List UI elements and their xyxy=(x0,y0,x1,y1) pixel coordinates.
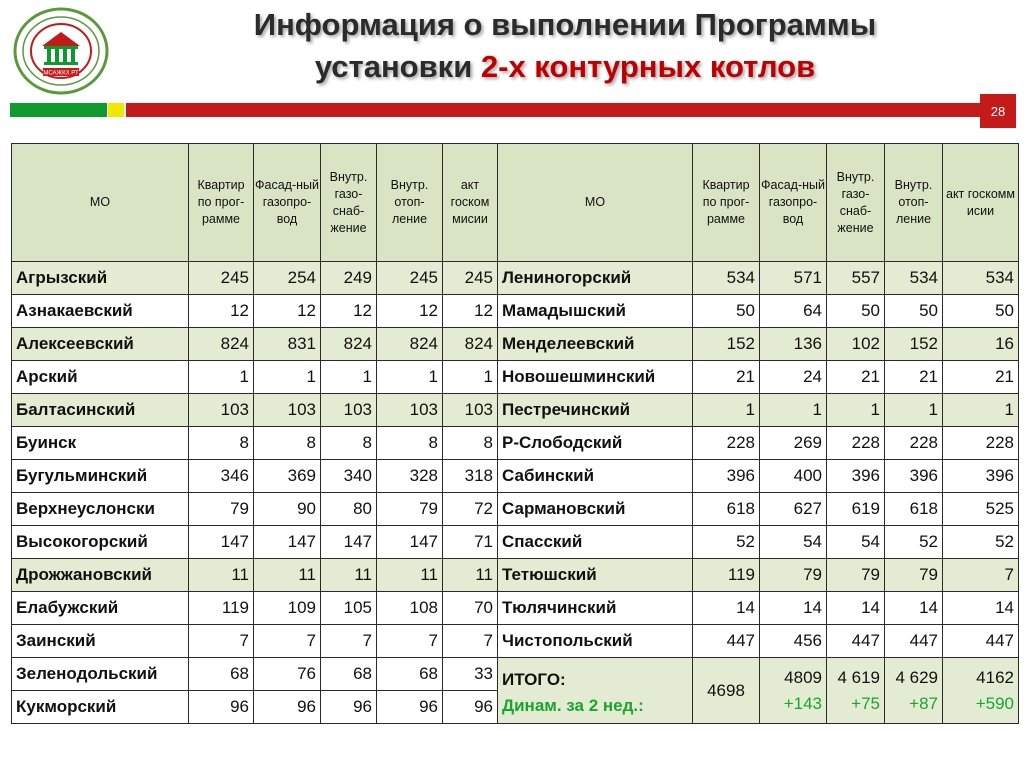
district-name: Азнакаевский xyxy=(12,295,189,328)
value-cell: 68 xyxy=(321,658,377,691)
value-cell: 228 xyxy=(943,427,1019,460)
value-cell: 79 xyxy=(827,559,885,592)
value-cell: 11 xyxy=(377,559,443,592)
district-name: Спасский xyxy=(498,526,693,559)
table-row xyxy=(12,262,1019,295)
value-cell: 11 xyxy=(189,559,254,592)
table-row xyxy=(12,295,1019,328)
value-cell: 249 xyxy=(321,262,377,295)
district-name: Чистопольский xyxy=(498,625,693,658)
value-cell: 152 xyxy=(885,328,943,361)
value-cell: 8 xyxy=(321,427,377,460)
value-cell: 618 xyxy=(693,493,760,526)
value-cell: 71 xyxy=(443,526,498,559)
title-highlight: 2-х xyxy=(480,49,526,84)
value-cell: 824 xyxy=(321,328,377,361)
header-facade-gas-right: Фасад-ный газопро-вод xyxy=(760,144,827,262)
table-row xyxy=(12,328,1019,361)
value-cell: 228 xyxy=(827,427,885,460)
value-cell: 14 xyxy=(760,592,827,625)
value-cell: 119 xyxy=(189,592,254,625)
table-row xyxy=(12,394,1019,427)
header-apartments-right: Квартир по прог-рамме xyxy=(693,144,760,262)
totals-label xyxy=(498,658,693,724)
table-row xyxy=(12,427,1019,460)
value-cell: 1 xyxy=(321,361,377,394)
value-cell: 396 xyxy=(943,460,1019,493)
value-cell: 90 xyxy=(254,493,321,526)
header-internal-gas-left: Внутр. газо-снаб-жение xyxy=(321,144,377,262)
value-cell: 269 xyxy=(760,427,827,460)
value-cell: 147 xyxy=(377,526,443,559)
value-cell: 24 xyxy=(760,361,827,394)
value-cell: 96 xyxy=(321,691,377,724)
value-cell: 619 xyxy=(827,493,885,526)
total-dynamics: +590 xyxy=(975,693,1014,713)
value-cell: 340 xyxy=(321,460,377,493)
value-cell: 108 xyxy=(377,592,443,625)
value-cell: 400 xyxy=(760,460,827,493)
header-commission-act-left: акт госком мисии xyxy=(443,144,498,262)
value-cell: 152 xyxy=(693,328,760,361)
value-cell: 14 xyxy=(827,592,885,625)
value-cell: 7 xyxy=(377,625,443,658)
svg-text:МСАЖКХ РТ: МСАЖКХ РТ xyxy=(43,70,79,77)
value-cell: 79 xyxy=(760,559,827,592)
district-name: Новошешминский xyxy=(498,361,693,394)
header-commission-act-right: акт госкомм исии xyxy=(943,144,1019,262)
value-cell: 557 xyxy=(827,262,885,295)
value-cell: 7 xyxy=(321,625,377,658)
value-cell: 21 xyxy=(693,361,760,394)
value-cell: 245 xyxy=(377,262,443,295)
value-cell: 102 xyxy=(827,328,885,361)
value-cell: 7 xyxy=(189,625,254,658)
district-name: Мамадышский xyxy=(498,295,693,328)
value-cell: 7 xyxy=(254,625,321,658)
title-line-1: Информация о выполнении Программы xyxy=(253,7,877,42)
district-name: Арский xyxy=(12,361,189,394)
value-cell: 11 xyxy=(321,559,377,592)
value-cell: 534 xyxy=(943,262,1019,295)
district-name: Пестречинский xyxy=(498,394,693,427)
value-cell: 8 xyxy=(377,427,443,460)
value-cell: 627 xyxy=(760,493,827,526)
value-cell: 328 xyxy=(377,460,443,493)
total-value: 4162 xyxy=(976,667,1014,687)
district-name: Сабинский xyxy=(498,460,693,493)
district-name: Кукморский xyxy=(12,691,189,724)
value-cell: 103 xyxy=(189,394,254,427)
table-row xyxy=(12,592,1019,625)
total-internal-heating xyxy=(885,658,943,724)
district-name: Балтасинский xyxy=(12,394,189,427)
header-internal-heating-left: Внутр. отоп-ление xyxy=(377,144,443,262)
totals-dynamics-label: Динам. за 2 нед.: xyxy=(502,695,644,715)
value-cell: 11 xyxy=(254,559,321,592)
value-cell: 96 xyxy=(189,691,254,724)
totals-title: ИТОГО: xyxy=(502,669,566,689)
value-cell: 147 xyxy=(321,526,377,559)
table-row xyxy=(12,658,1019,691)
value-cell: 831 xyxy=(254,328,321,361)
value-cell: 346 xyxy=(189,460,254,493)
value-cell: 96 xyxy=(254,691,321,724)
value-cell: 396 xyxy=(885,460,943,493)
value-cell: 8 xyxy=(189,427,254,460)
value-cell: 96 xyxy=(443,691,498,724)
value-cell: 1 xyxy=(443,361,498,394)
value-cell: 109 xyxy=(254,592,321,625)
value-cell: 824 xyxy=(189,328,254,361)
district-name: Менделеевский xyxy=(498,328,693,361)
value-cell: 534 xyxy=(885,262,943,295)
title-prefix: установки xyxy=(314,49,481,84)
value-cell: 52 xyxy=(943,526,1019,559)
value-cell: 16 xyxy=(943,328,1019,361)
value-cell: 1 xyxy=(760,394,827,427)
value-cell: 79 xyxy=(377,493,443,526)
total-commission-act xyxy=(943,658,1019,724)
page-title xyxy=(150,4,980,88)
value-cell: 618 xyxy=(885,493,943,526)
district-name: Зеленодольский xyxy=(12,658,189,691)
value-cell: 103 xyxy=(377,394,443,427)
total-dynamics: +75 xyxy=(851,693,880,713)
total-apartments: 4698 xyxy=(693,658,760,724)
value-cell: 318 xyxy=(443,460,498,493)
header-apartments-left: Квартир по прог-рамме xyxy=(189,144,254,262)
value-cell: 1 xyxy=(885,394,943,427)
value-cell: 105 xyxy=(321,592,377,625)
value-cell: 50 xyxy=(885,295,943,328)
value-cell: 103 xyxy=(321,394,377,427)
value-cell: 571 xyxy=(760,262,827,295)
district-name: Алексеевский xyxy=(12,328,189,361)
stripe-red xyxy=(126,103,980,117)
table-row xyxy=(12,526,1019,559)
ministry-emblem-icon xyxy=(12,6,110,96)
value-cell: 824 xyxy=(377,328,443,361)
value-cell: 1 xyxy=(189,361,254,394)
value-cell: 8 xyxy=(254,427,321,460)
value-cell: 54 xyxy=(760,526,827,559)
value-cell: 14 xyxy=(943,592,1019,625)
value-cell: 396 xyxy=(693,460,760,493)
value-cell: 447 xyxy=(693,625,760,658)
value-cell: 21 xyxy=(943,361,1019,394)
district-name: Бугульминский xyxy=(12,460,189,493)
value-cell: 136 xyxy=(760,328,827,361)
value-cell: 79 xyxy=(885,559,943,592)
value-cell: 33 xyxy=(443,658,498,691)
value-cell: 103 xyxy=(443,394,498,427)
title-line-2 xyxy=(150,46,980,88)
value-cell: 12 xyxy=(443,295,498,328)
value-cell: 1 xyxy=(377,361,443,394)
value-cell: 52 xyxy=(885,526,943,559)
total-value: 4809 xyxy=(784,667,822,687)
value-cell: 1 xyxy=(254,361,321,394)
value-cell: 54 xyxy=(827,526,885,559)
district-name: Высокогорский xyxy=(12,526,189,559)
value-cell: 96 xyxy=(377,691,443,724)
value-cell: 456 xyxy=(760,625,827,658)
value-cell: 447 xyxy=(943,625,1019,658)
value-cell: 50 xyxy=(827,295,885,328)
value-cell: 76 xyxy=(254,658,321,691)
district-name: Дрожжановский xyxy=(12,559,189,592)
value-cell: 103 xyxy=(254,394,321,427)
total-facade-gas xyxy=(760,658,827,724)
value-cell: 79 xyxy=(189,493,254,526)
district-name: Р-Слободский xyxy=(498,427,693,460)
value-cell: 1 xyxy=(693,394,760,427)
total-value: 4 629 xyxy=(895,667,938,687)
value-cell: 254 xyxy=(254,262,321,295)
value-cell: 21 xyxy=(885,361,943,394)
value-cell: 228 xyxy=(885,427,943,460)
table-row xyxy=(12,460,1019,493)
value-cell: 245 xyxy=(189,262,254,295)
value-cell: 70 xyxy=(443,592,498,625)
value-cell: 534 xyxy=(693,262,760,295)
value-cell: 1 xyxy=(827,394,885,427)
value-cell: 50 xyxy=(943,295,1019,328)
value-cell: 12 xyxy=(254,295,321,328)
value-cell: 50 xyxy=(693,295,760,328)
value-cell: 396 xyxy=(827,460,885,493)
district-name: Елабужский xyxy=(12,592,189,625)
value-cell: 12 xyxy=(189,295,254,328)
value-cell: 447 xyxy=(827,625,885,658)
district-name: Верхнеуслонски xyxy=(12,493,189,526)
boiler-program-table xyxy=(11,143,1019,724)
value-cell: 7 xyxy=(943,559,1019,592)
total-dynamics: +143 xyxy=(783,693,822,713)
district-name: Сармановский xyxy=(498,493,693,526)
value-cell: 68 xyxy=(189,658,254,691)
title-suffix: контурных котлов xyxy=(525,49,816,84)
total-internal-gas xyxy=(827,658,885,724)
header-facade-gas-left: Фасад-ный газопро-вод xyxy=(254,144,321,262)
value-cell: 147 xyxy=(254,526,321,559)
total-value: 4 619 xyxy=(837,667,880,687)
value-cell: 228 xyxy=(693,427,760,460)
value-cell: 447 xyxy=(885,625,943,658)
value-cell: 12 xyxy=(321,295,377,328)
stripe-yellow xyxy=(108,103,124,117)
stripe-green xyxy=(10,103,107,117)
header-mo-right: МО xyxy=(498,144,693,262)
data-table-wrapper xyxy=(11,143,1019,724)
district-name: Лениногорский xyxy=(498,262,693,295)
value-cell: 525 xyxy=(943,493,1019,526)
value-cell: 824 xyxy=(443,328,498,361)
value-cell: 14 xyxy=(885,592,943,625)
table-row xyxy=(12,361,1019,394)
header-internal-gas-right: Внутр. газо-снаб-жение xyxy=(827,144,885,262)
table-row xyxy=(12,493,1019,526)
value-cell: 7 xyxy=(443,625,498,658)
district-name: Агрызский xyxy=(12,262,189,295)
district-name: Буинск xyxy=(12,427,189,460)
value-cell: 21 xyxy=(827,361,885,394)
value-cell: 245 xyxy=(443,262,498,295)
value-cell: 1 xyxy=(943,394,1019,427)
value-cell: 147 xyxy=(189,526,254,559)
value-cell: 80 xyxy=(321,493,377,526)
table-row xyxy=(12,625,1019,658)
value-cell: 14 xyxy=(693,592,760,625)
header-mo-left: МО xyxy=(12,144,189,262)
value-cell: 12 xyxy=(377,295,443,328)
value-cell: 119 xyxy=(693,559,760,592)
value-cell: 68 xyxy=(377,658,443,691)
value-cell: 11 xyxy=(443,559,498,592)
district-name: Тетюшский xyxy=(498,559,693,592)
slide-number: 28 xyxy=(980,94,1016,128)
value-cell: 8 xyxy=(443,427,498,460)
table-header-row xyxy=(12,144,1019,262)
value-cell: 369 xyxy=(254,460,321,493)
value-cell: 64 xyxy=(760,295,827,328)
table-row xyxy=(12,559,1019,592)
header-internal-heating-right: Внутр. отоп-ление xyxy=(885,144,943,262)
total-dynamics: +87 xyxy=(909,693,938,713)
value-cell: 52 xyxy=(693,526,760,559)
district-name: Заинский xyxy=(12,625,189,658)
value-cell: 72 xyxy=(443,493,498,526)
district-name: Тюлячинский xyxy=(498,592,693,625)
